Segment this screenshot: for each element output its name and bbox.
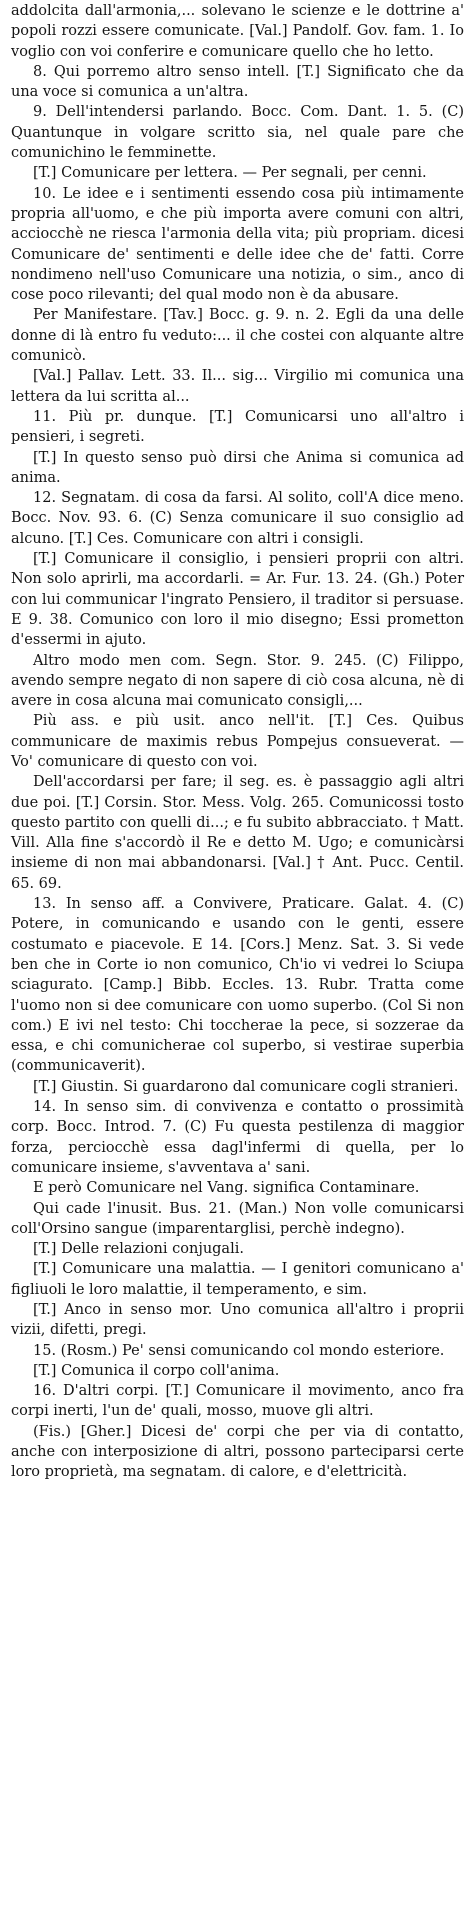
entry-paragraph-21: [T.] Comunicare una malattia. — I genitori comunicano a' figliuoli le loro malattie, il temperamento, e sim.: [11, 1261, 464, 1298]
entry-paragraph-3: 9. Dell'intendersi parlando. Bocc. Com. Dant. 1. 5. (C) Quantunque in volgare scritto sia, nel quale pare che comunichino le femminette.: [11, 104, 464, 162]
entry-paragraph-14: Dell'accordarsi per fare; il seg. es. è passaggio agli altri due poi. [T.] Corsin. Stor. Mess. Volg. 265. Comunicossi tosto questo partito con quelli di...; e fu subito abbracciato. † Matt. Vill. Alla fine s'accordò il Re e detto M. Ugo; e comunicàrsi insieme di non mai abbandonarsi. [Val.] † Ant. Pucc. Centil. 65. 69.: [11, 774, 464, 892]
entry-paragraph-7: [Val.] Pallav. Lett. 33. Il... sig... Virgilio mi comunica una lettera da lui scritta al...: [11, 368, 464, 405]
entry-paragraph-11: [T.] Comunicare il consiglio, i pensieri proprii con altri. Non solo aprirli, ma accordarli. = Ar. Fur. 13. 24. (Gh.) Poter con lui communicar l'ingrato Pensiero, il traditor si persuase. E 9. 38. Comunico con loro il mio disegno; Essi prometton d'essermi in ajuto.: [11, 551, 464, 649]
entry-paragraph-12: Altro modo men com. Segn. Stor. 9. 245. (C) Filippo, avendo sempre negato di non sapere di ciò cosa alcuna, nè di avere in cosa alcuna mai comunicato consigli,...: [11, 652, 464, 710]
entry-paragraph-20: [T.] Delle relazioni conjugali.: [33, 1241, 244, 1258]
entry-paragraph-16: [T.] Giustin. Si guardarono dal comunicare cogli stranieri.: [33, 1078, 459, 1095]
entry-paragraph-9: [T.] In questo senso può dirsi che Anima si comunica ad anima.: [11, 449, 464, 486]
entry-paragraph-23: 15. (Rosm.) Pe' sensi comunicando col mondo esteriore.: [33, 1342, 445, 1359]
entry-paragraph-15: 13. In senso aff. a Convivere, Praticare. Galat. 4. (C) Potere, in comunicando e usando con le genti, essere costumato e piacevole. E 14. [Cors.] Menz. Sat. 3. Si vede ben che in Corte io non comunico, Ch'io vi vedrei lo Sciupa sciagurato. [Camp.] Bibb. Eccles. 13. Rubr. Tratta come l'uomo non si dee comunicare con uomo superbo. (Col Si non com.) E ivi nel testo: Chi toccherae la pece, si sozzerae da essa, e chi comunicherae col superbo, si vestirae superbia (communicaverit).: [11, 896, 464, 1075]
entry-paragraph-2: 8. Qui porremo altro senso intell. [T.] Significato che da una voce si comunica a un'altra.: [11, 63, 464, 101]
entry-paragraph-1: addolcita dall'armonia,... solevano le scienze e le dottrine a' popoli rozzi essere comunicate. [Val.] Pandolf. Gov. fam. 1. Io voglio con voi conferire e comunicare quello che ho letto.: [11, 3, 464, 60]
entry-paragraph-25: 16. D'altri corpi. [T.] Comunicare il movimento, anco fra corpi inerti, l'un de' quali, mosso, muove gli altri.: [11, 1383, 464, 1420]
entry-paragraph-19: Qui cade l'inusit. Bus. 21. (Man.) Non volle comunicarsi coll'Orsino sangue (imparentarglisi, perchè indegno).: [11, 1200, 464, 1237]
entry-paragraph-8: 11. Più pr. dunque. [T.] Comunicarsi uno all'altro i pensieri, i segreti.: [11, 408, 464, 446]
entry-paragraph-24: [T.] Comunica il corpo coll'anima.: [33, 1362, 280, 1379]
entry-paragraph-18: E però Comunicare nel Vang. significa Contaminare.: [33, 1180, 420, 1197]
entry-paragraph-5: 10. Le idee e i sentimenti essendo cosa più intimamente propria all'uomo, e che più importa avere comuni con altri, acciocchè ne riesca l'armonia della vita; più propriam. dicesi Comunicare de' sentimenti e delle idee che de' fatti. Corre nondimeno nell'uso Comunicare una notizia, o sim., anco di cose poco rilevanti; del qual modo non è da abusare.: [11, 185, 464, 304]
entry-paragraph-26: (Fis.) [Gher.] Dicesi de' corpi che per via di contatto, anche con interposizione di altri, possono parteciparsi certe loro proprietà, ma segnatam. di calore, e d'elettricità.: [11, 1423, 464, 1481]
entry-paragraph-17: 14. In senso sim. di convivenza e contatto o prossimità corp. Bocc. Introd. 7. (C) Fu questa pestilenza di maggior forza, perciocchè essa dagl'infermi di quella, per lo comunicare insieme, s'avventava a' sani.: [11, 1099, 464, 1176]
entry-paragraph-6: Per Manifestare. [Tav.] Bocc. g. 9. n. 2. Egli da una delle donne di là entro fu veduto:... il che costei con alquante altre comunicò.: [11, 307, 464, 365]
entry-paragraph-13: Più ass. e più usit. anco nell'it. [T.] Ces. Quibus communicare de maximis rebus Pompejus consueverat. — Vo' comunicare di questo con voi.: [11, 713, 464, 770]
dictionary-entry-comunicare: [11, 1, 464, 1483]
entry-paragraph-10: 12. Segnatam. di cosa da farsi. Al solito, coll'A dice meno. Bocc. Nov. 93. 6. (C) Senza comunicare il suo consiglio ad alcuno. [T.] Ces. Comunicare con altri i consigli.: [11, 490, 464, 547]
entry-paragraph-4: [T.] Comunicare per lettera. — Per segnali, per cenni.: [33, 165, 427, 182]
entry-paragraph-22: [T.] Anco in senso mor. Uno comunica all'altro i proprii vizii, difetti, pregi.: [11, 1302, 464, 1339]
